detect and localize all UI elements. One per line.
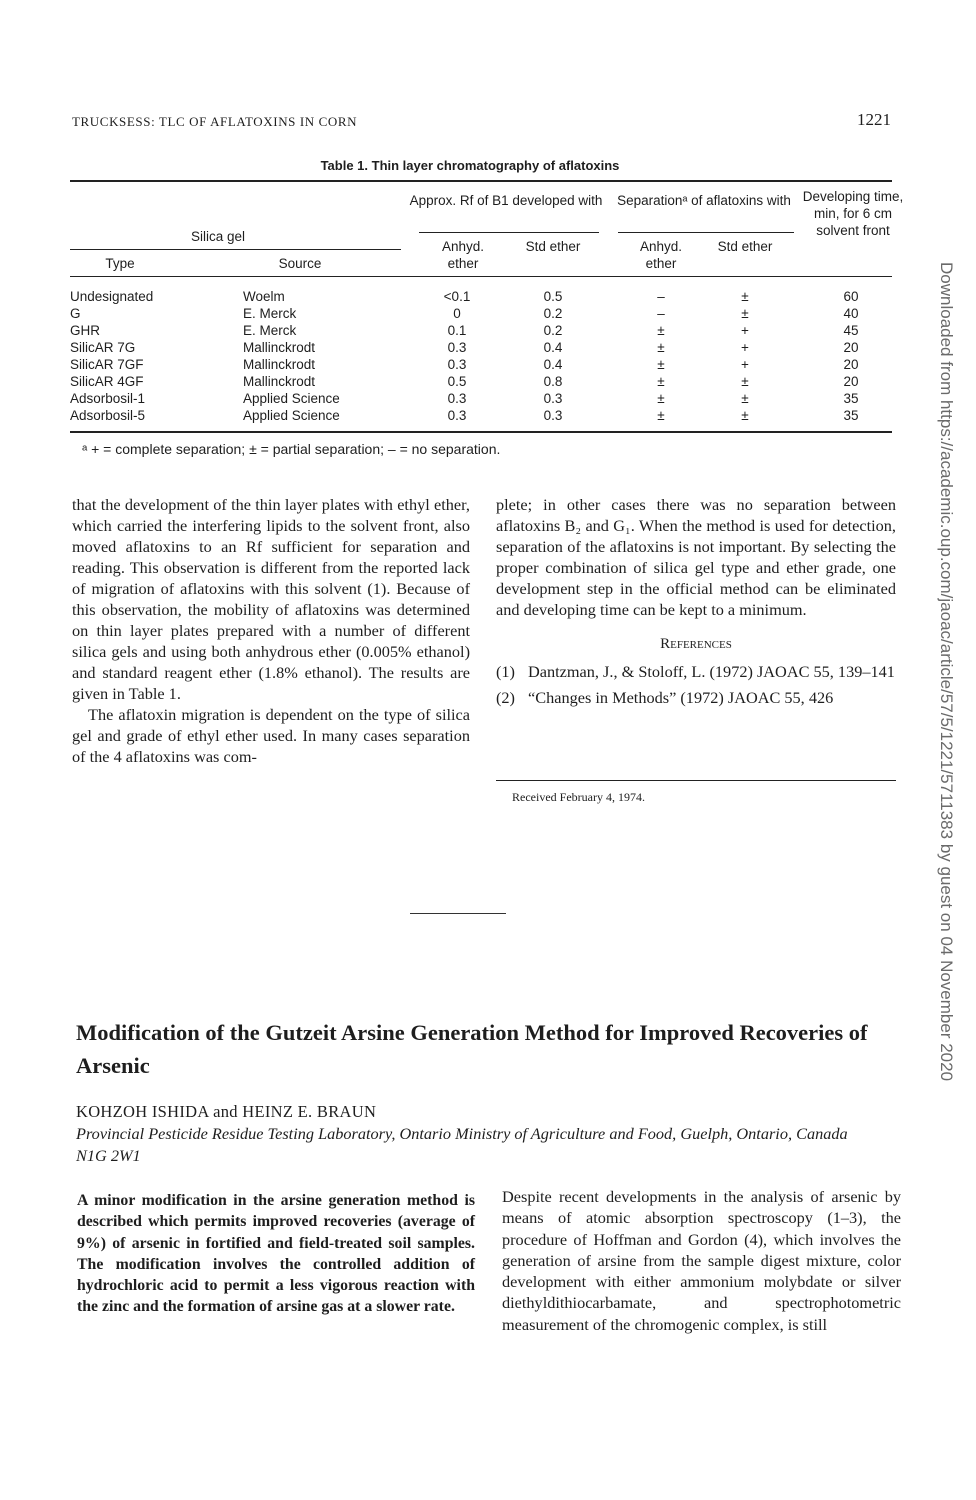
table-cell-rf-std: 0.3 (543, 391, 563, 406)
table-cell-time: 45 (843, 323, 859, 338)
header-silica-gel: Silica gel (190, 229, 246, 244)
table-cell-source: Mallinckrodt (243, 374, 316, 389)
header-sep-std: Std ether (717, 239, 773, 254)
table-cell-time: 20 (843, 340, 859, 355)
silica-group-rule (70, 249, 401, 250)
table-cell-time: 20 (843, 374, 859, 389)
reference-number: (2) (496, 688, 515, 707)
article-authors: KOHZOH ISHIDA and HEINZ E. BRAUN (76, 1102, 377, 1121)
table-cell-rf-anhyd: 0.3 (447, 391, 467, 406)
table-cell-rf-anhyd: 0.3 (447, 408, 467, 423)
table-cell-source: Applied Science (243, 408, 340, 423)
table-cell-sep-std: ± (741, 391, 749, 406)
table-cell-rf-std: 0.8 (543, 374, 563, 389)
page-number: 1221 (857, 110, 891, 129)
header-type: Type (105, 256, 135, 271)
table-footnote: ᵃ + = complete separation; ± = partial separation; – = no separation. (82, 441, 501, 457)
article-affiliation: Provincial Pesticide Residue Testing Laboratory, Ontario Ministry of Agriculture and Food, Guelph, Ontario, Canada N1G 2W1 (76, 1124, 848, 1165)
header-rf-group: Approx. Rf of B1 developed with (409, 193, 603, 208)
reference-item (496, 661, 896, 682)
article-abstract: A minor modification in the arsine generation method is described which permits improved recoveries (average of 9%) of arsenic in fortified and field-treated soil samples. The modification involves the controlled addition of hydrochloric acid to permit a less vigorous reaction with the zinc and the formation of arsine gas at a slower rate. (77, 1192, 475, 1316)
table-cell-source: E. Merck (243, 323, 297, 338)
table-cell-type: G (70, 306, 81, 321)
table-cell-type: GHR (70, 323, 100, 338)
table-cell-type: SilicAR 7GF (70, 357, 144, 372)
table-cell-sep-std: ± (741, 289, 749, 304)
table-cell-source: Mallinckrodt (243, 340, 316, 355)
table-cell-type: Adsorbosil-1 (70, 391, 146, 406)
table-cell-sep-std: ± (741, 374, 749, 389)
table-cell-sep-std: + (741, 357, 749, 372)
table-cell-sep-anhyd: ± (657, 340, 665, 355)
header-sep-anhyd: Anhyd. ether (639, 239, 683, 271)
table-cell-rf-anhyd: 0.3 (447, 357, 467, 372)
table-cell-source: Woelm (243, 289, 285, 304)
header-rf-std: Std ether (525, 239, 581, 254)
table-cell-sep-anhyd: – (657, 289, 665, 304)
table-cell-time: 60 (843, 289, 859, 304)
right-column (496, 494, 896, 713)
table-cell-type: Adsorbosil-5 (70, 408, 146, 423)
table-cell-rf-std: 0.4 (543, 340, 563, 355)
table-cell-sep-std: ± (741, 408, 749, 423)
article-intro: Despite recent developments in the analysis of arsenic by means of atomic absorption spectroscopy (1–3), the procedure of Hoffman and Gordon (4), which involves the generation of arsine from the sample digest mixture, color development with either ammonium molybdate or silver diethyldithiocarbamate, and spectrophotometric measurement of the chromogenic complex, is still (502, 1187, 901, 1334)
table-cell-rf-anhyd: 0.5 (447, 374, 467, 389)
rf-group-rule (419, 232, 599, 233)
reference-number: (1) (496, 662, 515, 681)
table-cell-sep-std: + (741, 340, 749, 355)
table-cell-sep-anhyd: ± (657, 357, 665, 372)
reference-item (496, 687, 896, 708)
table-cell-type: Undesignated (70, 289, 154, 304)
left-column (72, 494, 470, 767)
reference-text: “Changes in Methods” (1972) JAOAC 55, 426 (528, 688, 834, 707)
header-source: Source (278, 256, 322, 271)
table-cell-time: 20 (843, 357, 859, 372)
paragraph: plete; in other cases there was no separation between aflatoxins B₂ and G₁. When the method is used for detection, separation of the aflatoxins is not important. By selecting the proper combination of silica gel type and ether grade, one development step in the official method can be eliminated and developing time can be kept to a minimum. (496, 495, 896, 619)
table-cell-sep-anhyd: ± (657, 323, 665, 338)
table-cell-rf-std: 0.2 (543, 306, 563, 321)
table-cell-type: SilicAR 4GF (70, 374, 144, 389)
table-cell-sep-anhyd: ± (657, 408, 665, 423)
table-cell-sep-std: ± (741, 306, 749, 321)
table-cell-rf-anhyd: <0.1 (443, 289, 471, 304)
header-developing-time: Developing time, min, for 6 cm solvent front (802, 189, 904, 238)
table-cell-rf-std: 0.2 (543, 323, 563, 338)
header-separation-group: Separationᵃ of aflatoxins with (617, 193, 791, 208)
table-cell-time: 35 (843, 391, 859, 406)
table-cell-source: Applied Science (243, 391, 340, 406)
table-cell-rf-std: 0.5 (543, 289, 563, 304)
download-watermark (936, 262, 958, 1152)
table-cell-rf-std: 0.3 (543, 408, 563, 423)
table-caption: Table 1. Thin layer chromatography of aflatoxins (320, 158, 620, 173)
running-head: TRUCKSESS: TLC OF AFLATOXINS IN CORN (72, 114, 358, 129)
received-date: Received February 4, 1974. (512, 790, 645, 804)
table-cell-sep-anhyd: ± (657, 374, 665, 389)
paragraph: The aflatoxin migration is dependent on the type of silica gel and grade of ethyl ether used. In many cases separation of the 4 aflatoxins was com- (72, 705, 470, 766)
table-bottom-rule (70, 431, 892, 433)
table-cell-sep-anhyd: ± (657, 391, 665, 406)
table-cell-source: Mallinckrodt (243, 357, 316, 372)
table-top-rule (70, 180, 892, 182)
table-cell-rf-anhyd: 0 (453, 306, 461, 321)
article-title: Modification of the Gutzeit Arsine Generation Method for Improved Recoveries of Arsenic (76, 1020, 868, 1078)
sep-group-rule (618, 232, 794, 233)
table-cell-rf-anhyd: 0.3 (447, 340, 467, 355)
table-cell-sep-anhyd: – (657, 306, 665, 321)
watermark-text: Downloaded from https://academic.oup.com/jaoac/article/57/5/1221/5711383 by guest on 04 November 2020 (937, 262, 956, 1082)
received-rule (496, 780, 896, 781)
table-cell-rf-std: 0.4 (543, 357, 563, 372)
table-cell-sep-std: + (741, 323, 749, 338)
header-bottom-rule (70, 276, 892, 277)
table-cell-time: 40 (843, 306, 859, 321)
article-separator (410, 913, 506, 914)
table-cell-rf-anhyd: 0.1 (447, 323, 467, 338)
paragraph: that the development of the thin layer plates with ethyl ether, which carried the interfering lipids to the solvent front, also moved aflatoxins to an Rf sufficient for separation and reading. This observation is different from the reported lack of migration of aflatoxins with this solvent (1). Because of this observation, the mobility of aflatoxins was determined on thin layer plates prepared with a number of different silica gels and using both anhydrous ether (0.005% ethanol) and standard reagent ether (1.8% ethanol). The results are given in Table 1. (72, 495, 470, 703)
table-cell-type: SilicAR 7G (70, 340, 136, 355)
table-cell-time: 35 (843, 408, 859, 423)
reference-text: Dantzman, J., & Stoloff, L. (1972) JAOAC 55, 139–141 (528, 662, 895, 681)
table-cell-source: E. Merck (243, 306, 297, 321)
references-heading: References (660, 636, 732, 652)
header-rf-anhyd: Anhyd. ether (441, 239, 485, 271)
